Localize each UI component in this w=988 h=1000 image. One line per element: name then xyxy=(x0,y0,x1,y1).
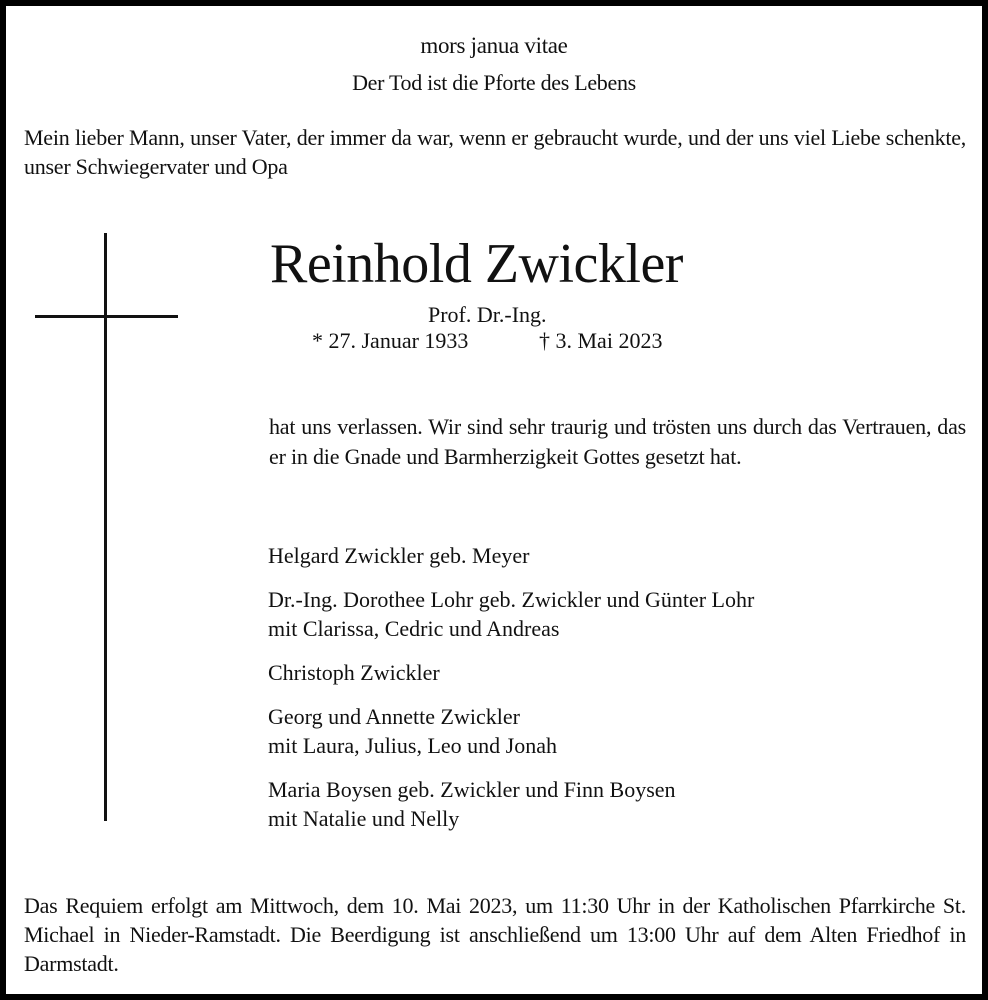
deceased-name: Reinhold Zwickler xyxy=(270,233,683,295)
family-entry xyxy=(268,658,754,687)
family-line: mit Natalie und Nelly xyxy=(268,806,460,831)
family-entry xyxy=(268,775,754,833)
death-date: † 3. Mai 2023 xyxy=(539,328,663,353)
cross-vertical-bar xyxy=(104,233,107,821)
cross-horizontal-bar xyxy=(35,315,178,318)
family-line: Christoph Zwickler xyxy=(268,660,440,685)
family-entry xyxy=(268,702,754,760)
obituary-notice xyxy=(6,6,982,994)
mourning-message: hat uns verlassen. Wir sind sehr traurig und trösten uns durch das Vertrauen, das er in die Gnade und Barmherzigkeit Gottes gesetzt hat. xyxy=(269,414,966,469)
birth-date: * 27. Januar 1933 xyxy=(312,328,469,353)
family-line: mit Clarissa, Cedric und Andreas xyxy=(268,616,560,641)
motto-latin: mors janua vitae xyxy=(420,33,568,58)
family-line: Georg und Annette Zwickler xyxy=(268,704,520,729)
funeral-details: Das Requiem erfolgt am Mittwoch, dem 10. Mai 2023, um 11:30 Uhr in der Katholischen Pfarrkirche St. Michael in Nieder-Ramstadt. Die Beerdigung ist anschließend um 13:00 Uhr auf dem Alten Friedhof in Darmstadt. xyxy=(24,893,966,976)
intro-text: Mein lieber Mann, unser Vater, der immer da war, wenn er gebraucht wurde, und der uns viel Liebe schenkte, unser Schwiegervater und Opa xyxy=(24,125,966,179)
family-line: Helgard Zwickler geb. Meyer xyxy=(268,543,530,568)
family-entry xyxy=(268,585,754,643)
family-list xyxy=(268,541,754,848)
motto-translation: Der Tod ist die Pforte des Lebens xyxy=(352,70,636,95)
family-line: Maria Boysen geb. Zwickler und Finn Boysen xyxy=(268,777,676,802)
family-line: Dr.-Ing. Dorothee Lohr geb. Zwickler und Günter Lohr xyxy=(268,587,755,612)
family-entry xyxy=(268,541,754,570)
deceased-title: Prof. Dr.-Ing. xyxy=(428,302,547,327)
family-line: mit Laura, Julius, Leo und Jonah xyxy=(268,733,558,758)
